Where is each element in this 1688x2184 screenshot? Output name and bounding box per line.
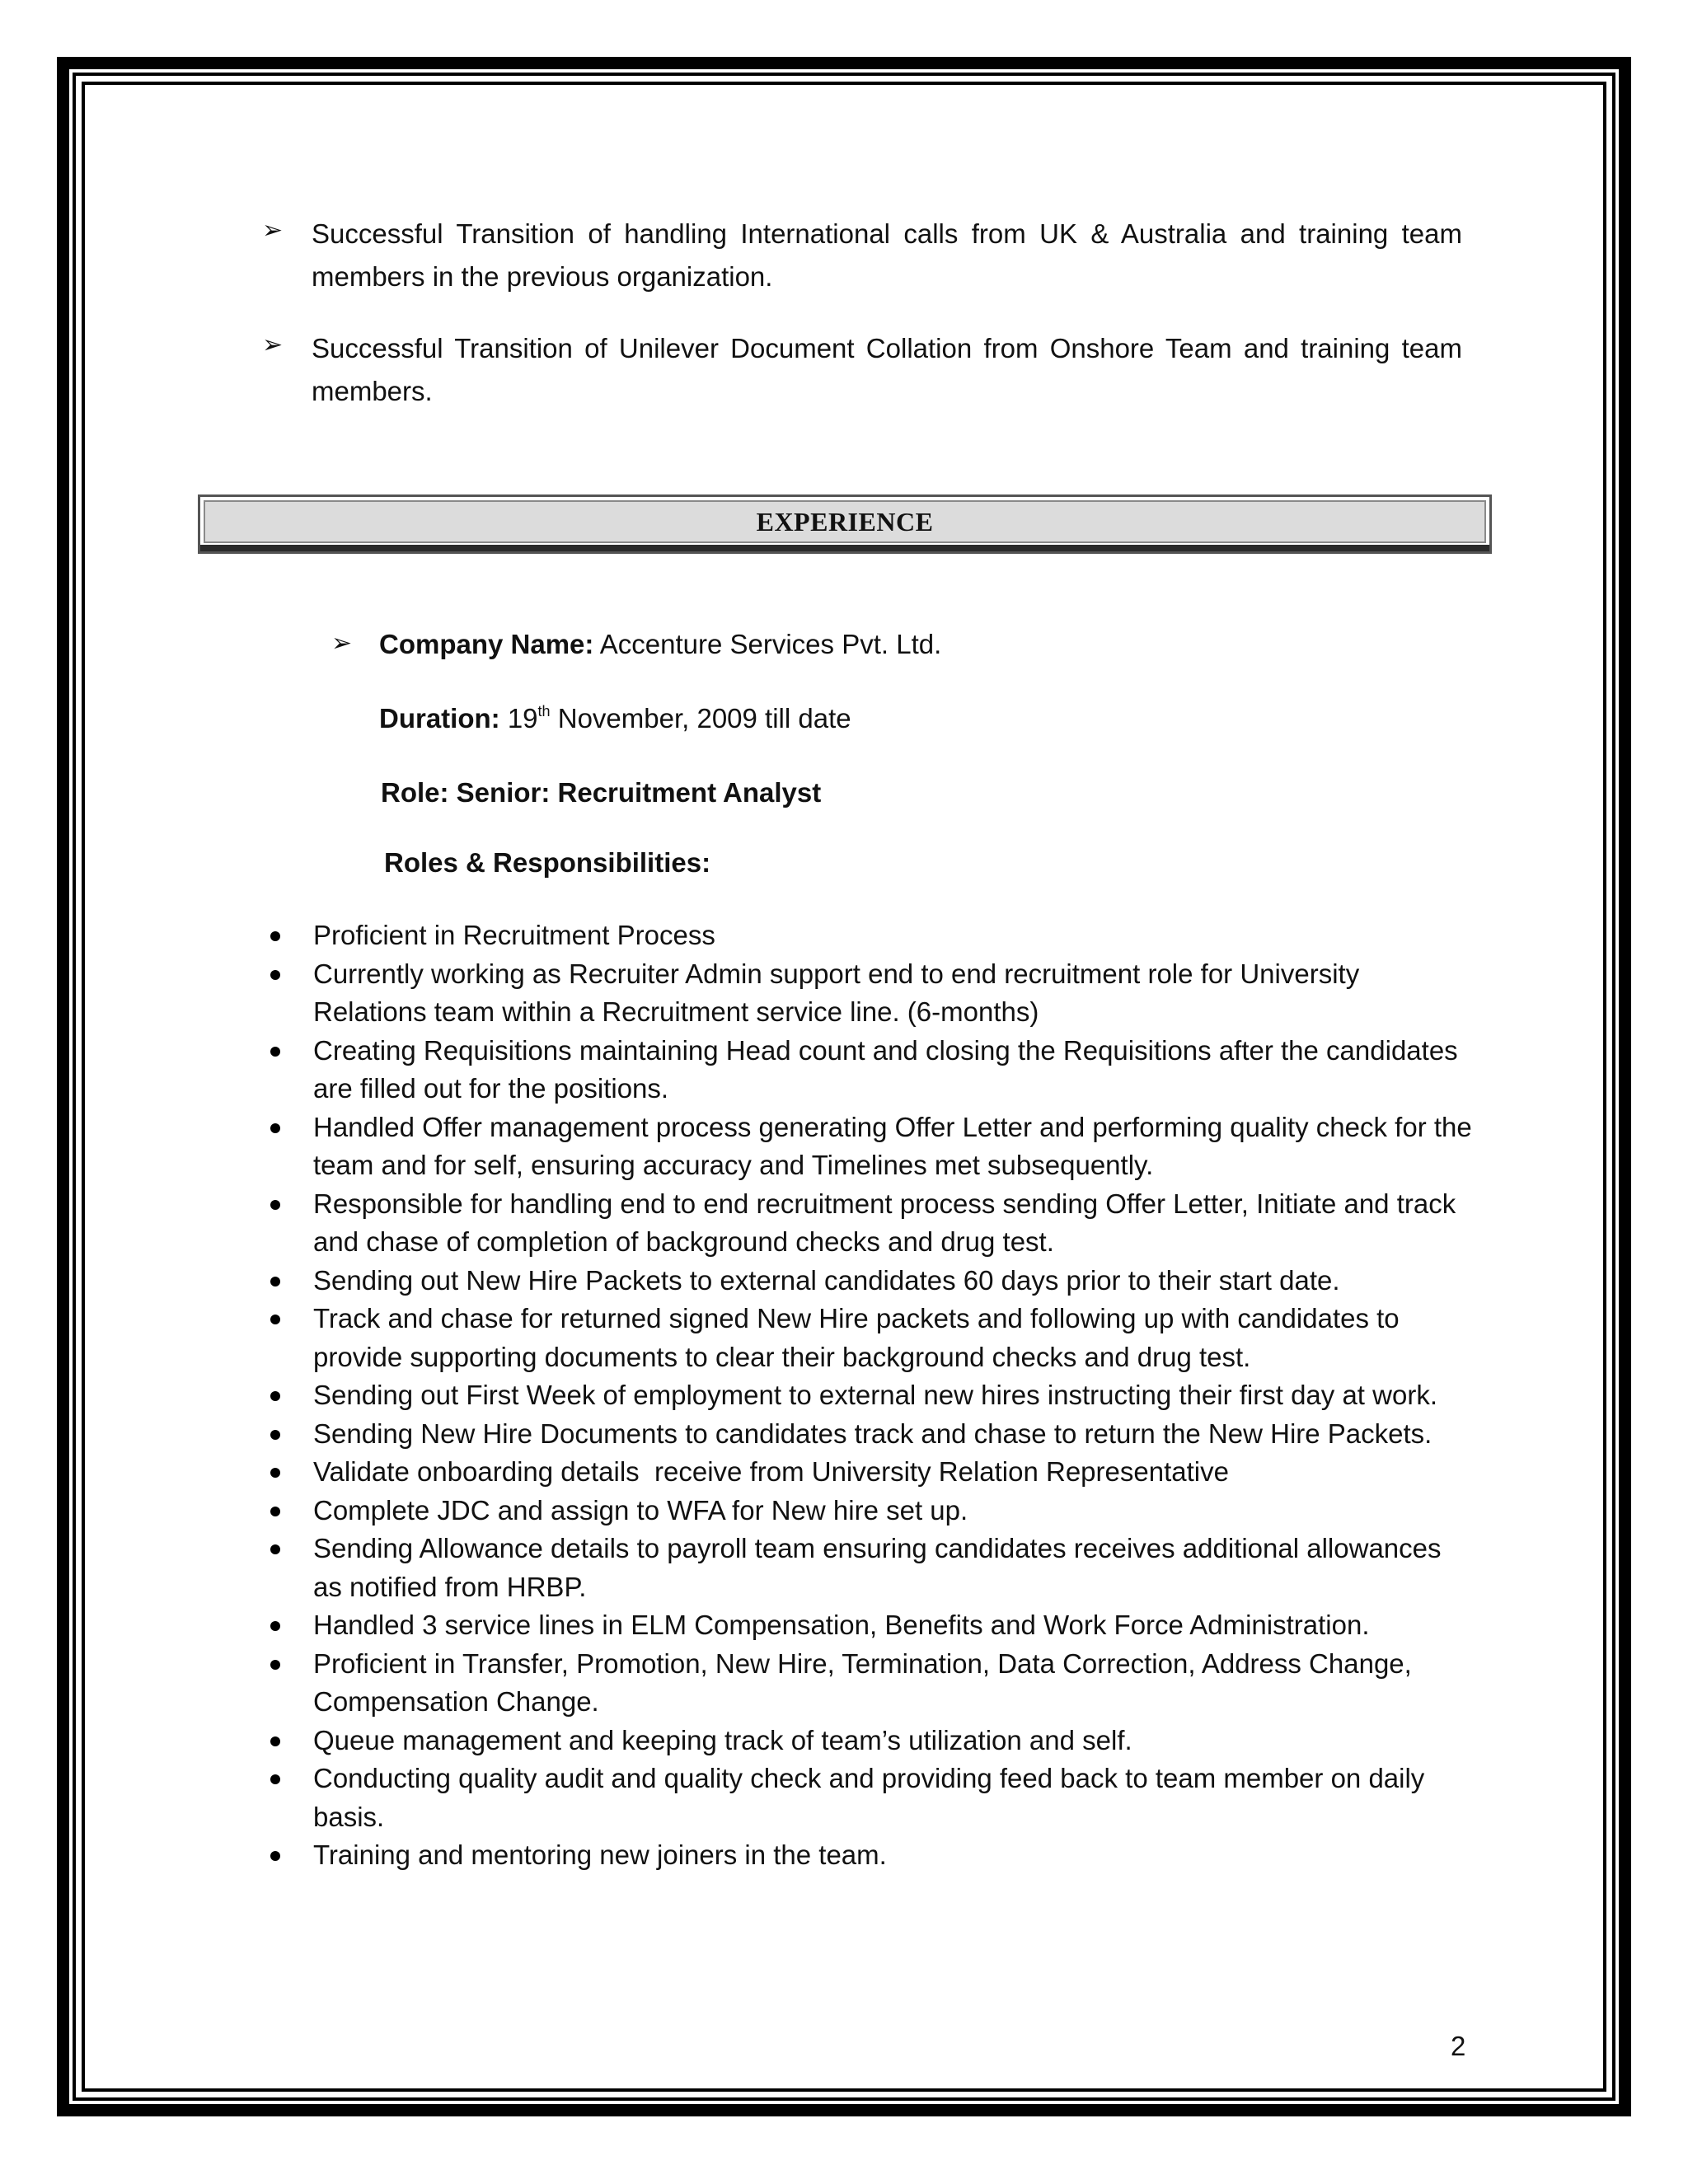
- list-item-text: Creating Requisitions maintaining Head count and closing the Requisitions after the candidates are filled out for the positions.: [313, 1034, 1458, 1104]
- duration-line: [379, 702, 851, 735]
- page-number: 2: [1451, 2031, 1466, 2061]
- list-item-text: Handled 3 service lines in ELM Compensation, Benefits and Work Force Administration.: [313, 1610, 1370, 1640]
- list-item-text: Track and chase for returned signed New Hire packets and following up with candidates to provide supporting documents to clear their background checks and drug test.: [313, 1303, 1400, 1372]
- bullet-dot-icon: [270, 931, 280, 941]
- list-item-text: Sending out New Hire Packets to external candidates 60 days prior to their start date.: [313, 1264, 1340, 1296]
- list-item-text: Sending out First Week of employment to external new hires instructing their first day at work.: [313, 1380, 1437, 1410]
- duration-label: Duration:: [379, 703, 500, 733]
- list-item-text: Currently working as Recruiter Admin support end to end recruitment role for University Relations team within a Recruitment service line. (6-months): [313, 958, 1360, 1027]
- bullet-dot-icon: [270, 1851, 280, 1861]
- bullet-dot-icon: [270, 1660, 280, 1670]
- list-item: [262, 1606, 1474, 1645]
- bullet-dot-icon: [270, 1468, 280, 1478]
- list-item-text: Training and mentoring new joiners in the team.: [313, 1840, 887, 1870]
- achievement-paragraph: Successful Transition of handling International calls from UK & Australia and training team members in the previous organization.: [312, 218, 1462, 292]
- bullet-dot-icon: [270, 1774, 280, 1784]
- list-item: [262, 1760, 1474, 1836]
- bullet-dot-icon: [270, 1391, 280, 1401]
- bullet-dot-icon: [270, 970, 280, 980]
- company-value: Accenture Services Pvt. Ltd.: [599, 629, 942, 659]
- responsibilities-heading: Roles & Responsibilities:: [384, 847, 711, 878]
- list-item-text: Handled Offer management process generating Offer Letter and performing quality check for the team and for self, ensuring accuracy and Timelines met subsequently.: [313, 1111, 1472, 1180]
- section-header-inner: [204, 500, 1486, 543]
- list-item-text: Validate onboarding details receive from University Relation Representative: [313, 1456, 1229, 1487]
- list-item: [262, 1492, 1474, 1530]
- bullet-dot-icon: [270, 1123, 280, 1133]
- bullet-dot-icon: [270, 1200, 280, 1210]
- list-item: [262, 1453, 1474, 1492]
- arrow-bullet-icon: ➢: [262, 217, 284, 244]
- list-item: [262, 1530, 1474, 1606]
- duration-day: 19: [507, 703, 538, 733]
- list-item: [262, 1108, 1474, 1185]
- list-item: [262, 1836, 1474, 1875]
- bullet-dot-icon: [270, 1047, 280, 1057]
- bullet-dot-icon: [270, 1507, 280, 1516]
- list-item-text: Complete JDC and assign to WFA for New hire set up.: [313, 1494, 968, 1526]
- list-item-text: Proficient in Transfer, Promotion, New Hire, Termination, Data Correction, Address Change, Compensation Change.: [313, 1647, 1412, 1717]
- duration-rest: November, 2009 till date: [557, 703, 851, 733]
- bullet-dot-icon: [270, 1544, 280, 1554]
- list-item: [262, 1300, 1474, 1376]
- bullet-dot-icon: [270, 1277, 280, 1286]
- list-item: [262, 1262, 1474, 1301]
- bullet-dot-icon: [270, 1736, 280, 1746]
- list-item: [262, 1376, 1474, 1415]
- responsibilities-list: [262, 916, 1474, 1875]
- arrow-bullet-icon: ➢: [262, 331, 284, 359]
- list-item: [262, 916, 1474, 955]
- bullet-dot-icon: [270, 1621, 280, 1631]
- list-item: [262, 1722, 1474, 1760]
- list-item: [262, 955, 1474, 1032]
- bullet-dot-icon: [270, 1315, 280, 1324]
- list-item-text: Proficient in Recruitment Process: [313, 920, 715, 950]
- list-item: [262, 1415, 1474, 1454]
- company-line: [379, 628, 941, 661]
- list-item: [262, 1185, 1474, 1262]
- role-line: Role: Senior: Recruitment Analyst: [381, 777, 822, 808]
- list-item-text: Sending Allowance details to payroll team ensuring candidates receives additional allowances as notified from HRBP.: [313, 1533, 1442, 1602]
- list-item-text: Responsible for handling end to end recruitment process sending Offer Letter, Initiate and track and chase of completion of background checks and drug test.: [313, 1188, 1456, 1257]
- bullet-dot-icon: [270, 1430, 280, 1440]
- section-title: EXPERIENCE: [756, 506, 934, 537]
- list-item-text: Conducting quality audit and quality check and providing feed back to team member on daily basis.: [313, 1763, 1425, 1832]
- list-item-text: Sending New Hire Documents to candidates track and chase to return the New Hire Packets.: [313, 1418, 1432, 1449]
- achievement-paragraph: Successful Transition of Unilever Document Collation from Onshore Team and training team members.: [312, 333, 1462, 406]
- duration-suffix: th: [537, 703, 551, 719]
- list-item: [262, 1032, 1474, 1108]
- arrow-bullet-icon: ➢: [331, 630, 353, 657]
- company-label: Company Name:: [379, 629, 594, 659]
- section-header-shadow: [200, 545, 1489, 551]
- section-header-band: [198, 494, 1492, 554]
- list-item: [262, 1645, 1474, 1722]
- list-item-text: Queue management and keeping track of team’s utilization and self.: [313, 1724, 1132, 1755]
